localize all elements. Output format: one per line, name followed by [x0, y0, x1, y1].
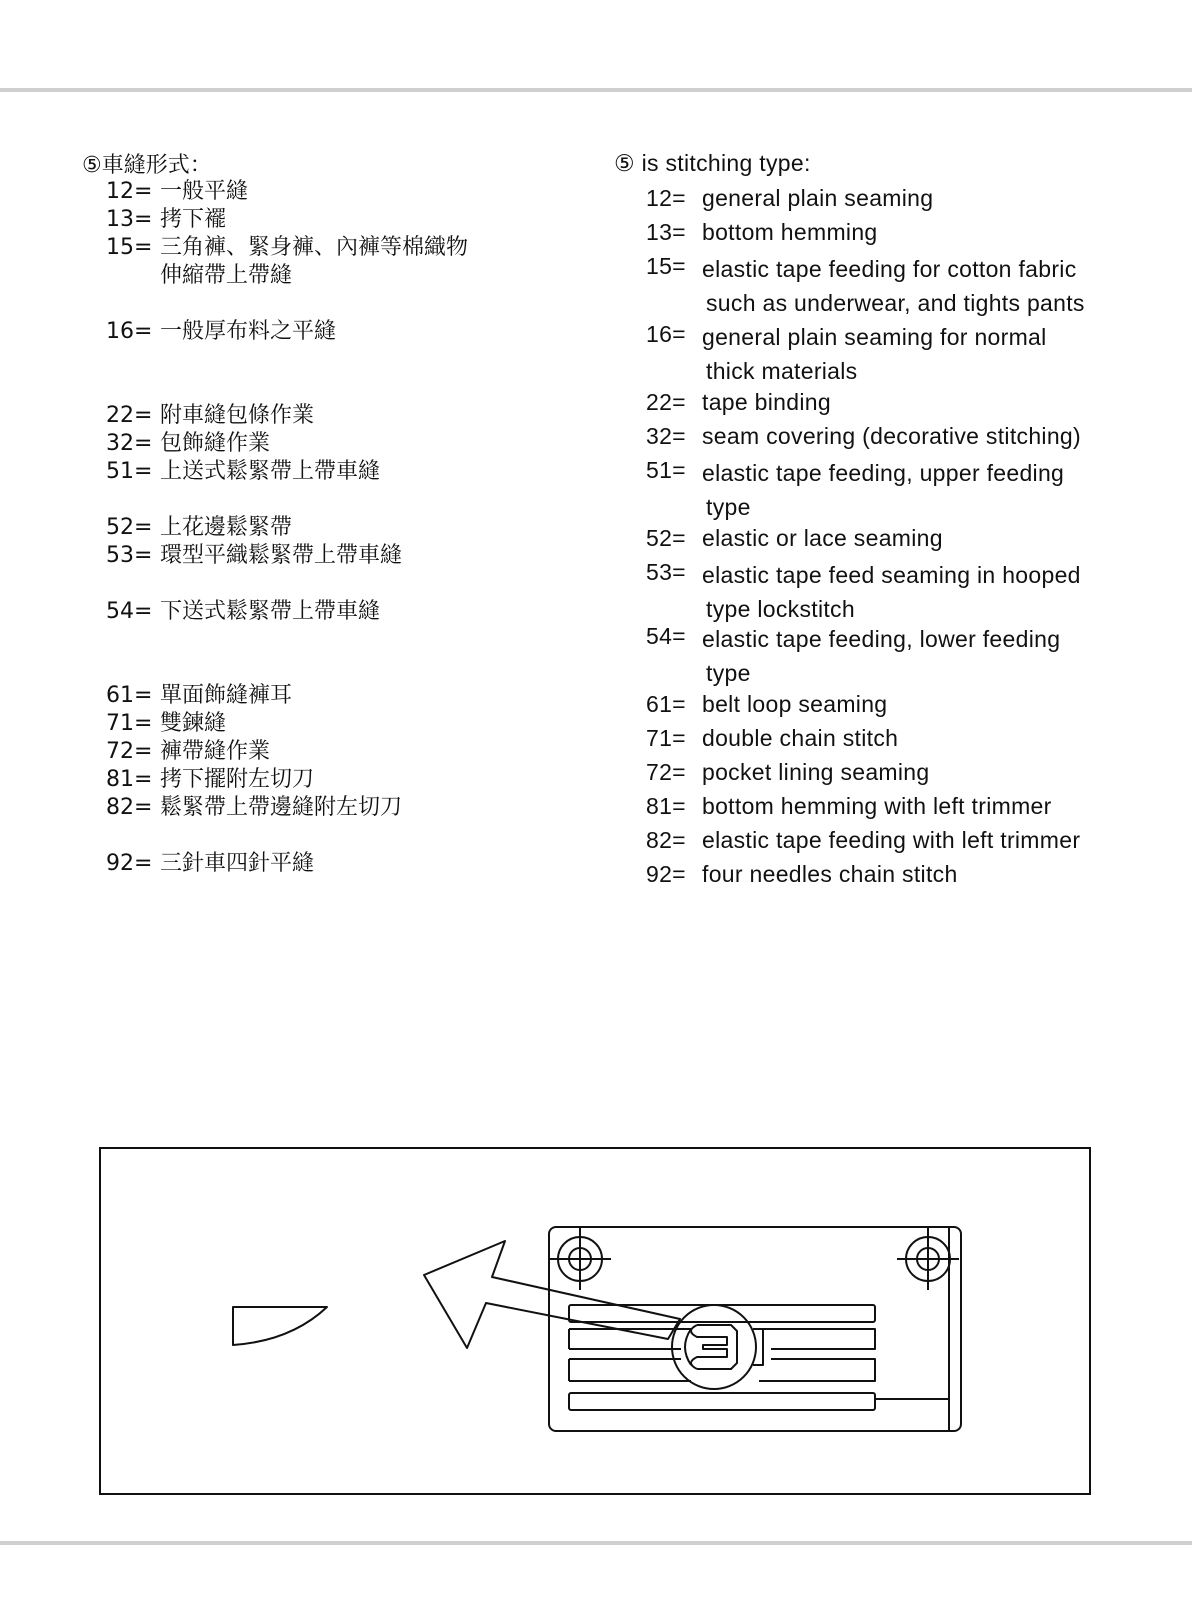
zh-item-desc-line1: 三角褲、緊身褲、內褲等棉織物: [160, 235, 469, 260]
zh-item-desc: 鬆緊帶上帶邊縫附左切刀: [160, 795, 403, 820]
zh-item-number: 16=: [106, 319, 153, 344]
zh-item-number: 72=: [106, 739, 153, 764]
zh-item-number: 81=: [106, 767, 153, 792]
feed-slot-4: [569, 1393, 875, 1410]
en-list-item: [646, 388, 831, 416]
zh-item-desc: 一般平縫: [160, 179, 249, 204]
en-list-item: [646, 558, 1081, 622]
en-item-desc-line1: elastic tape feeding, upper feeding: [702, 460, 1065, 486]
zh-item-number: 15=: [106, 235, 153, 260]
en-item-desc: bottom hemming: [702, 219, 878, 245]
zh-list-item: [106, 794, 403, 822]
en-item-desc: [702, 558, 1081, 626]
top-rule: [0, 88, 1192, 92]
en-item-number: 22=: [646, 389, 686, 415]
en-item-desc: double chain stitch: [702, 725, 899, 751]
zh-list-item: [106, 234, 469, 288]
en-list-item: [646, 184, 934, 212]
en-item-desc: [702, 252, 1085, 320]
zh-item-number: 54=: [106, 599, 153, 624]
zh-item-desc: 三針車四針平縫: [160, 851, 315, 876]
en-item-desc: tape binding: [702, 389, 831, 415]
zh-item-number: 32=: [106, 431, 153, 456]
en-item-desc: elastic or lace seaming: [702, 525, 943, 551]
zh-item-desc: 上送式鬆緊帶上帶車縫: [160, 459, 381, 484]
en-list-item: [646, 724, 899, 752]
en-item-number: 53=: [646, 559, 686, 585]
en-item-number: 32=: [646, 423, 686, 449]
en-list-item: [646, 792, 1052, 820]
en-item-number: 15=: [646, 253, 686, 279]
en-item-number: 72=: [646, 759, 686, 785]
en-item-desc: seam covering (decorative stitching): [702, 423, 1081, 449]
en-item-desc: bottom hemming with left trimmer: [702, 793, 1052, 819]
zh-item-desc-line2: 伸縮帶上帶縫: [160, 263, 293, 288]
zh-item-number: 92=: [106, 851, 153, 876]
en-item-desc: elastic tape feeding with left trimmer: [702, 827, 1081, 853]
en-item-desc: [702, 622, 1060, 690]
en-item-desc: [702, 456, 1064, 524]
en-item-desc-line1: general plain seaming for normal: [702, 324, 1047, 350]
needle-plate-drawing: [101, 1149, 1089, 1493]
zh-item-desc: 包飾縫作業: [160, 431, 271, 456]
en-list-item: [646, 218, 878, 246]
zh-item-number: 82=: [106, 795, 153, 820]
feed-slot-3-right: [759, 1359, 875, 1381]
zh-list-item: [106, 542, 403, 570]
zh-item-desc: [160, 234, 468, 290]
en-item-desc-line1: elastic tape feeding for cotton fabric: [702, 256, 1077, 282]
zh-item-desc: 拷下襬: [160, 207, 227, 232]
zh-list-item: [106, 766, 315, 794]
en-item-desc-line2: such as underwear, and tights pants: [706, 290, 1085, 316]
zh-list-item: [106, 850, 315, 878]
zh-list-item: [106, 206, 227, 234]
zh-item-desc: 褲帶縫作業: [160, 739, 271, 764]
en-item-desc-line1: elastic tape feed seaming in hooped: [702, 562, 1081, 588]
en-item-desc-line1: elastic tape feeding, lower feeding: [702, 626, 1061, 652]
zh-list-item: [106, 402, 315, 430]
feed-slot-2-right: [759, 1329, 875, 1349]
needle-hole: [691, 1325, 737, 1369]
zh-item-desc: 拷下擺附左切刀: [160, 767, 315, 792]
en-heading: ⑤ is stitching type:: [614, 150, 811, 176]
en-item-number: 81=: [646, 793, 686, 819]
direction-arrow: [424, 1241, 680, 1348]
en-item-desc: [702, 320, 1047, 388]
zh-list-item: [106, 710, 227, 738]
zh-item-desc: 下送式鬆緊帶上帶車縫: [160, 599, 381, 624]
zh-list-item: [106, 318, 337, 346]
zh-item-number: 61=: [106, 683, 153, 708]
zh-list-item: [106, 598, 381, 626]
en-item-desc-line2: type lockstitch: [706, 596, 855, 622]
feed-slot-3-left: [569, 1359, 691, 1381]
zh-list-item: [106, 682, 293, 710]
zh-list-item: [106, 178, 249, 206]
en-list-item: [646, 524, 943, 552]
zh-item-number: 52=: [106, 515, 153, 540]
en-list-item: [646, 422, 1081, 450]
en-list-item: [646, 320, 1047, 384]
en-list-item: [646, 860, 958, 888]
zh-item-desc: 附車縫包條作業: [160, 403, 315, 428]
en-item-desc: belt loop seaming: [702, 691, 888, 717]
zh-item-desc: 單面飾縫褲耳: [160, 683, 293, 708]
zh-item-number: 71=: [106, 711, 153, 736]
needle-plate-figure: [99, 1147, 1091, 1495]
en-list-item: [646, 826, 1081, 854]
zh-item-desc: 環型平織鬆緊帶上帶車縫: [160, 543, 403, 568]
en-item-number: 61=: [646, 691, 686, 717]
zh-item-desc: 一般厚布料之平縫: [160, 319, 337, 344]
en-item-desc: pocket lining seaming: [702, 759, 930, 785]
zh-item-number: 51=: [106, 459, 153, 484]
zh-list-item: [106, 458, 381, 486]
en-item-desc: four needles chain stitch: [702, 861, 958, 887]
en-item-desc-line2: thick materials: [706, 358, 858, 384]
en-item-number: 16=: [646, 321, 686, 347]
zh-list-item: [106, 738, 271, 766]
screw-hole-left: [549, 1228, 611, 1290]
en-item-number: 13=: [646, 219, 686, 245]
en-item-number: 54=: [646, 623, 686, 649]
zh-item-desc: 雙鍊縫: [160, 711, 227, 736]
cutout-piece: [233, 1307, 327, 1345]
en-list-item: [646, 622, 1061, 686]
zh-item-number: 53=: [106, 543, 153, 568]
zh-item-desc: 上花邊鬆緊帶: [160, 515, 293, 540]
zh-list-item: [106, 514, 293, 542]
zh-item-number: 13=: [106, 207, 153, 232]
en-item-desc-line2: type: [706, 660, 751, 686]
en-item-desc: general plain seaming: [702, 185, 934, 211]
bottom-rule: [0, 1541, 1192, 1545]
en-list-item: [646, 690, 888, 718]
en-item-number: 51=: [646, 457, 686, 483]
en-item-number: 92=: [646, 861, 686, 887]
zh-item-number: 12=: [106, 179, 153, 204]
en-list-item: [646, 456, 1065, 520]
zh-item-number: 22=: [106, 403, 153, 428]
en-item-number: 52=: [646, 525, 686, 551]
en-list-item: [646, 758, 930, 786]
en-item-desc-line2: type: [706, 494, 751, 520]
en-item-number: 12=: [646, 185, 686, 211]
zh-heading: ⑤車縫形式：: [82, 153, 212, 178]
zh-list-item: [106, 430, 271, 458]
needle-hole-left-arc: [685, 1329, 691, 1365]
en-item-number: 82=: [646, 827, 686, 853]
en-list-item: [646, 252, 1085, 316]
en-item-number: 71=: [646, 725, 686, 751]
feed-slot-1: [569, 1305, 875, 1322]
